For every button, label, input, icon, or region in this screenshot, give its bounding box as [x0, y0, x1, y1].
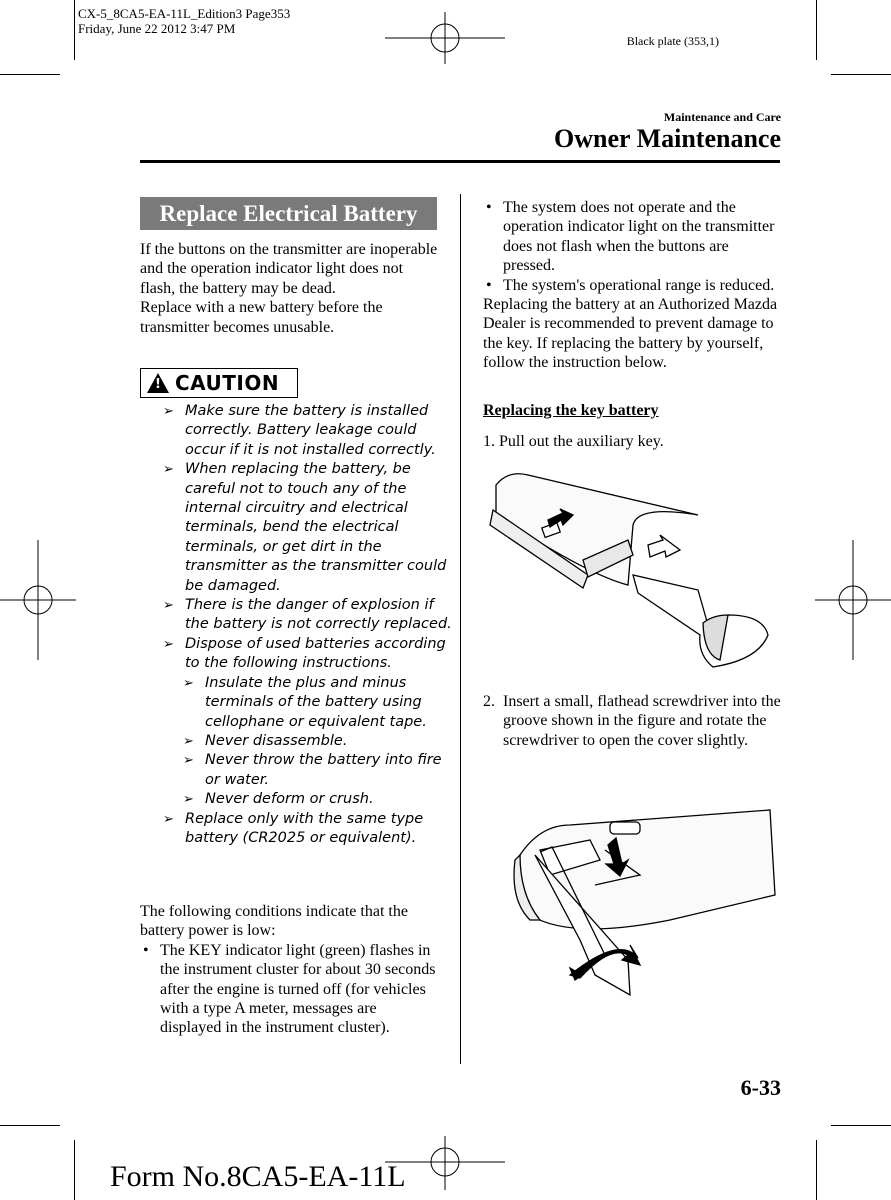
intro-paragraph-1: If the buttons on the transmitter are inoperable and the operation indicator light does not flash, the battery may be dead.	[140, 241, 438, 297]
plate-label: Black plate (353,1)	[626, 34, 719, 48]
caution-subitem: ➢ Never deform or crush.	[183, 790, 453, 809]
page-number: 6-33	[740, 1075, 781, 1100]
header-rule	[140, 160, 780, 163]
arrow-bullet-icon: ➢	[163, 636, 174, 652]
page-title: Owner Maintenance	[554, 124, 781, 153]
low-power-list	[140, 941, 440, 1038]
print-header-line1: CX-5_8CA5-EA-11L_Edition3 Page353	[78, 6, 291, 21]
low-power-section	[140, 902, 440, 1038]
list-item: • The system's operational range is reduced.	[483, 276, 783, 295]
low-power-intro: The following conditions indicate that the battery power is low:	[140, 903, 408, 940]
step-1-number: 1.	[483, 433, 495, 450]
intro-text	[140, 240, 440, 337]
column-divider	[460, 194, 461, 1064]
arrow-bullet-icon: ➢	[163, 598, 174, 614]
step-1-text: Pull out the auxiliary key.	[499, 433, 664, 450]
form-number: Form No.8CA5-EA-11L	[110, 1160, 406, 1193]
print-header-line2: Friday, June 22 2012 3:47 PM	[78, 21, 236, 36]
caution-subitem: ➢ Never throw the battery into fire or water.	[183, 752, 442, 788]
step-2-number: 2.	[483, 693, 495, 710]
list-item: • The system does not operate and the operation indicator light on the transmitter does not flash when the buttons are pressed.	[483, 198, 783, 276]
section-heading: Replace Electrical Battery	[140, 197, 437, 230]
arrow-bullet-icon: ➢	[183, 753, 194, 769]
arrow-bullet-icon: ➢	[183, 675, 194, 691]
caution-subitem: ➢ Insulate the plus and minus terminals of the battery using cellophane or equivalent tape.	[183, 674, 427, 730]
caution-subitem: ➢ Never disassemble.	[183, 732, 453, 751]
caution-item: ➢ Dispose of used batteries according to the following instructions.	[163, 635, 446, 672]
step-1	[483, 432, 783, 451]
caution-item: ➢ When replacing the battery, be careful not to touch any of the internal circuitry and electrical terminals, bend the electrical terminals, or get dirt in the transmitter as the transmitter could be damaged.	[163, 461, 447, 594]
low-power-list-continued	[483, 198, 783, 295]
arrow-bullet-icon: ➢	[163, 462, 174, 478]
caution-label: CAUTION	[175, 371, 280, 395]
step-2-text: Insert a small, flathead screwdriver into the groove shown in the figure and rotate the screwdriver to open the cover slightly.	[503, 693, 781, 749]
screwdriver-figure	[510, 800, 780, 1015]
caution-item: ➢ Replace only with the same type battery (CR2025 or equivalent).	[163, 810, 424, 846]
list-item: • The KEY indicator light (green) flashes in the instrument cluster for about 30 seconds after the engine is turned off (for vehicles with a type A meter, messages are displayed in the instrument cluster).	[140, 941, 440, 1038]
replacing-subheading: Replacing the key battery	[483, 402, 659, 419]
auxiliary-key-figure	[488, 465, 778, 675]
arrow-bullet-icon: ➢	[163, 404, 174, 419]
dealer-note: Replacing the battery at an Authorized Mazda Dealer is recommended to prevent damage to the key. If replacing the battery by yourself, follow the instruction below.	[483, 296, 778, 372]
caution-list	[163, 402, 453, 848]
caution-box	[140, 368, 298, 398]
arrow-bullet-icon: ➢	[183, 792, 194, 808]
intro-paragraph-2: Replace with a new battery before the transmitter becomes unusable.	[140, 299, 383, 336]
right-column-text	[483, 198, 783, 373]
caution-item: ➢ There is the danger of explosion if the battery is not correctly replaced.	[163, 597, 452, 633]
warning-icon	[147, 373, 169, 393]
arrow-bullet-icon: ➢	[183, 733, 194, 749]
step-2	[483, 692, 783, 750]
arrow-bullet-icon: ➢	[163, 811, 174, 827]
section-category: Maintenance and Care	[663, 110, 781, 124]
caution-item: ➢ Make sure the battery is installed correctly. Battery leakage could occur if it is not installed correctly.	[163, 403, 436, 458]
